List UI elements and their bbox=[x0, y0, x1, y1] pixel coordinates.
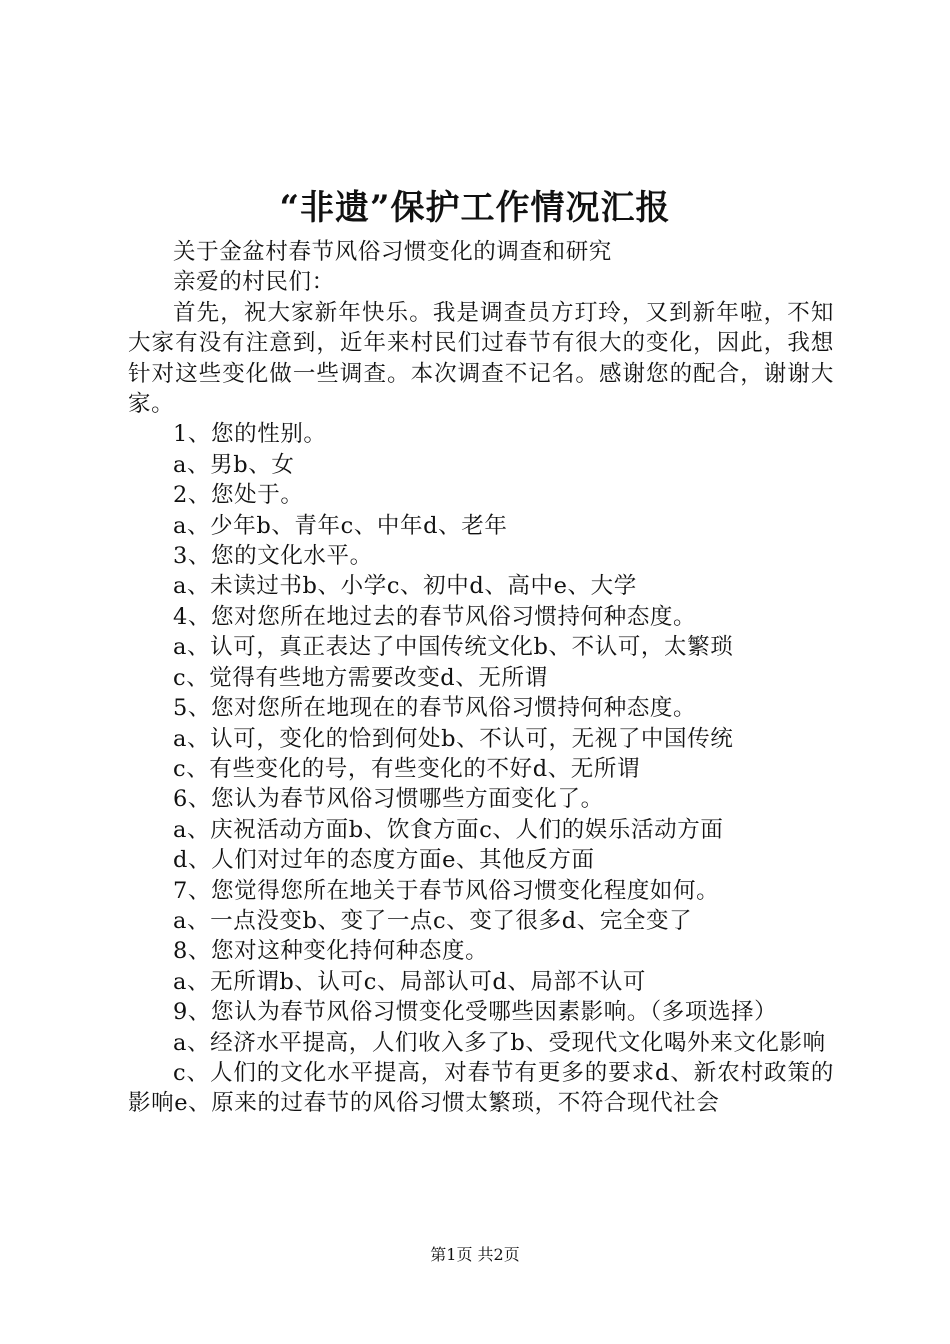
paragraph: 2、您处于。 bbox=[173, 482, 304, 509]
paragraph: a、男b、女 bbox=[173, 451, 295, 478]
paragraph: 9、您认为春节风俗习惯变化受哪些因素影响。（多项选择） bbox=[173, 999, 778, 1026]
paragraph: 8、您对这种变化持何种态度。 bbox=[173, 938, 489, 965]
paragraph: a、经济水平提高，人们收入多了b、受现代文化喝外来文化影响 bbox=[173, 1029, 826, 1056]
paragraph: 5、您对您所在地现在的春节风俗习惯持何种态度。 bbox=[173, 695, 697, 722]
paragraph: a、少年b、青年c、中年d、老年 bbox=[173, 512, 508, 539]
paragraph: 4、您对您所在地过去的春节风俗习惯持何种态度。 bbox=[173, 603, 697, 630]
paragraph: 1、您的性别。 bbox=[173, 421, 327, 448]
document-body bbox=[128, 237, 834, 1119]
paragraph: a、无所谓b、认可c、局部认可d、局部不认可 bbox=[173, 968, 647, 995]
paragraph: 关于金盆村春节风俗习惯变化的调查和研究 bbox=[173, 239, 612, 265]
paragraph: a、认可，真正表达了中国传统文化b、不认可，太繁琐 bbox=[173, 634, 734, 661]
paragraph: c、有些变化的号，有些变化的不好d、无所谓 bbox=[173, 755, 641, 782]
paragraph: 3、您的文化水平。 bbox=[173, 543, 373, 570]
paragraph: a、认可，变化的恰到何处b、不认可，无视了中国传统 bbox=[173, 725, 734, 752]
paragraph: a、未读过书b、小学c、初中d、高中e、大学 bbox=[173, 573, 637, 600]
paragraph: d、人们对过年的态度方面e、其他反方面 bbox=[173, 847, 595, 874]
paragraph: 6、您认为春节风俗习惯哪些方面变化了。 bbox=[173, 786, 604, 813]
paragraph: c、觉得有些地方需要改变d、无所谓 bbox=[173, 664, 548, 691]
document-title: “非遗”保护工作情况汇报 bbox=[279, 188, 671, 228]
paragraph: c、人们的文化水平提高，对春节有更多的要求d、新农村政策的影响e、原来的过春节的风俗习惯太繁琐，不符合现代社会 bbox=[128, 1059, 834, 1117]
page-footer: 第1页 共2页 bbox=[430, 1245, 520, 1264]
paragraph: a、庆祝活动方面b、饮食方面c、人们的娱乐活动方面 bbox=[173, 816, 724, 843]
paragraph: 首先，祝大家新年快乐。我是调查员方玎玲，又到新年啦，不知大家有没有注意到，近年来村民们过春节有很大的变化，因此，我想针对这些变化做一些调查。本次调查不记名。感谢您的配合，谢谢大家。 bbox=[128, 299, 834, 418]
paragraph: a、一点没变b、变了一点c、变了很多d、完全变了 bbox=[173, 907, 693, 934]
paragraph: 亲爱的村民们： bbox=[173, 269, 335, 296]
paragraph: 7、您觉得您所在地关于春节风俗习惯变化程度如何。 bbox=[173, 877, 720, 904]
